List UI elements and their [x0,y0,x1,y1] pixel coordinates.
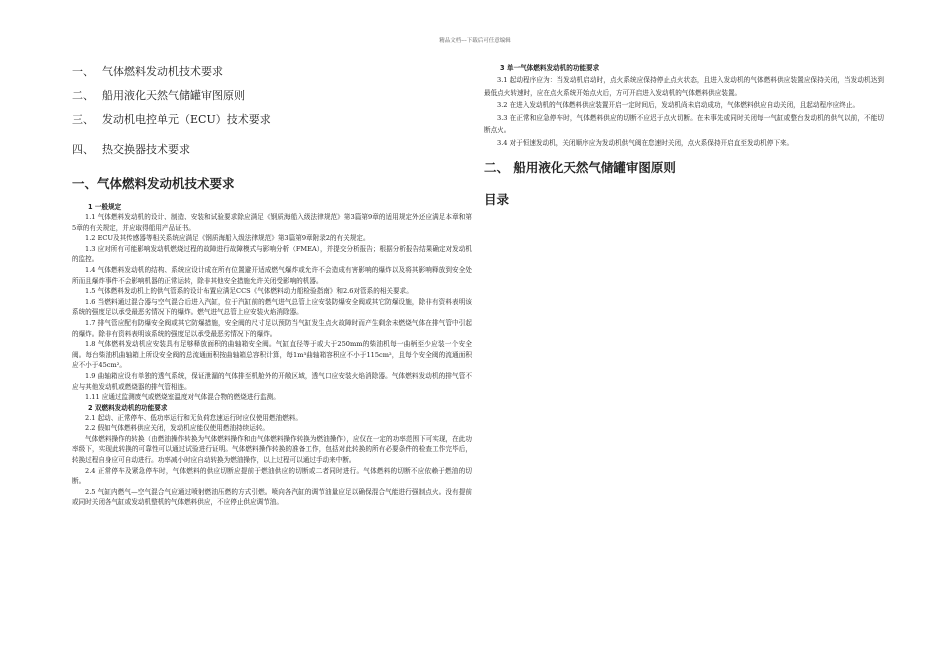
paragraph: 气体燃料操作的转换（由燃油操作转换为气体燃料操作和由气体燃料操作转换为燃油操作），应仅在一定的功率范围下可实现，在此功率级下，实现此转换的可靠性可以通过试验进行证明。气体燃料操作转换的准备工作，包括对此转换的所有必要条件的检查工作完毕后，转换过程自身应可自动进行。功率减小时应自动转换为燃油操作，以上过程可以通过手动来中断。 [72,434,472,465]
toc-title: 热交换器技术要求 [102,143,190,156]
subsection-1-heading: 1 一般规定 [88,203,122,211]
toc-title: 气体燃料发动机技术要求 [102,65,223,78]
toc-item[interactable] [72,112,472,128]
section-2-heading: 二、 船用液化天然气储罐审图原则 [484,159,676,175]
paragraph: 1.2 ECU及其传感器等相关系统应满足《钢质海船入级法律规范》第3篇第9章附录2的有关规定。 [85,234,370,243]
paragraph: 1.6 当燃料通过混合器与空气混合后进入汽缸，位于汽缸前的燃气进气总管上应安装防爆安全阀或其它防爆设施，除非有资料表明该系统的强度足以承受最恶劣情况下的爆炸。燃气进气总管上应安装火焰消除器。 [72,297,472,317]
paragraph: 1.9 曲轴箱应设有单独的透气系统，保证泄漏的气体排至机舱外的开敞区域，透气口应安装火焰消除器。气体燃料发动机的排气管不应与其他发动机或燃烧器的排气管相连。 [72,371,472,391]
toc-item[interactable] [72,142,472,158]
paragraph: 3.1 起动程序应为：当发动机启动时，点火系统应保持停止点火状态，且进入发动机的气体燃料供应装置应保持关闭，当发动机达到最低点火转速时，应在点火系统开始点火后，方可开启进入发动机的气体燃料供应装置。 [484,76,884,97]
toc-number: 二、 [72,89,94,102]
paragraph: 3.4 对于恒速发动机，关闭顺序应为发动机供气阀在怠速时关闭，点火系保持开启直至发动机停下来。 [497,138,794,147]
right-column [484,62,884,208]
contents-heading: 目录 [484,191,510,207]
paragraph: 2.5 气缸内燃气—空气混合气应通过喷射燃油压燃的方式引燃。喷向各汽缸的调节油量应足以确保混合气能进行强制点火。没有提前或同时关闭各气缸或发动机整机的气体燃料供应，不应停止供应调节油。 [72,487,472,507]
toc-title: 船用液化天然气储罐审图原则 [102,89,245,102]
page-header-note: 精品文档---下载后可任意编辑 [439,38,511,44]
paragraph: 2.2 假如气体燃料供应关闭，发动机应能仅使用燃油持续运转。 [85,424,270,433]
paragraph: 1.1 气体燃料发动机的设计、制造、安装和试验要求除应满足《钢质海船入级法律规范》第3篇第9章的适用规定外还应满足本章和第5章的有关规定，并应取得船用产品证书。 [72,213,472,232]
paragraph: 1.11 应通过监测废气或燃烧室温度对气体混合物的燃烧进行监测。 [85,393,280,402]
subsection-3-heading: 3 单一气体燃料发动机的功能要求 [500,64,600,72]
paragraph: 1.7 排气管应配有防爆安全阀或其它防爆措施，安全阀的尺寸足以预防当气缸发生点火故障时而产生剩余未燃烧气体在排气管中引起的爆炸。除非有资料表明该系统的强度足以承受最恶劣情况下的爆炸。 [72,318,472,338]
toc-number: 三、 [72,113,94,126]
paragraph: 1.5 气体燃料发动机上的供气管系的设计布置应满足CCS《气体燃料动力船检验指南》和2.6对管系的相关要求。 [85,287,413,296]
toc-item[interactable] [72,64,472,80]
paragraph: 1.4 气体燃料发动机的结构、系统应设计成在所有位置避开适成燃气爆炸或允许不会造成有害影响的爆炸以及将其影响释放到安全处所而且爆炸事件不会影响机器的正常运转，除非其他安全措施允许关闭受影响的机器。 [72,265,472,285]
paragraph: 3.3 在正常和应急停车时，气体燃料供应的切断不应迟于点火切断。在未事先或同时关闭每一气缸或整台发动机的供气以前，不能切断点火。 [484,113,884,135]
toc-title: 发动机电控单元（ECU）技术要求 [102,113,271,126]
paragraph: 1.8 气体燃料发动机应安装具有足够释放面积的曲轴箱安全阀。气缸直径等于或大于250mm的柴油机每一曲柄至少应装一个安全阀。每台柴油机曲轴箱上所设安全阀的总流通面积按曲轴箱总容积计算，每1m³曲轴箱容积应不小于115cm²，且每个安全阀的流通面积应不小于45cm²。 [72,340,472,370]
paragraph: 1.3 应对所有可能影响发动机燃烧过程的故障进行故障模式与影响分析（FMEA），并提交分析报告；根据分析报告结果确定对发动机的监控。 [72,244,472,264]
table-of-contents [72,64,472,158]
section-1-heading: 一、气体燃料发动机技术要求 [72,176,235,191]
paragraph: 3.2 在进入发动机的气体燃料供应装置开启一定时间后，发动机尚未启动成功，气体燃料供应自动关闭，且起动程序应终止。 [497,101,860,110]
left-column [72,62,472,508]
toc-number: 一、 [72,65,94,78]
toc-number: 四、 [72,143,94,156]
subsection-2-heading: 2 双燃料发动机的功能要求 [88,403,168,412]
paragraph: 2.4 正常停车及紧急停车时，气体燃料的供应切断应提前于燃油供应的切断或二者同时进行。气体燃料的切断不应依赖于燃油的切断。 [72,466,472,486]
toc-item[interactable] [72,88,472,104]
paragraph: 2.1 起动、正常停车、低功率运行和无负荷怠速运行时应仅使用燃油燃料。 [85,413,302,422]
